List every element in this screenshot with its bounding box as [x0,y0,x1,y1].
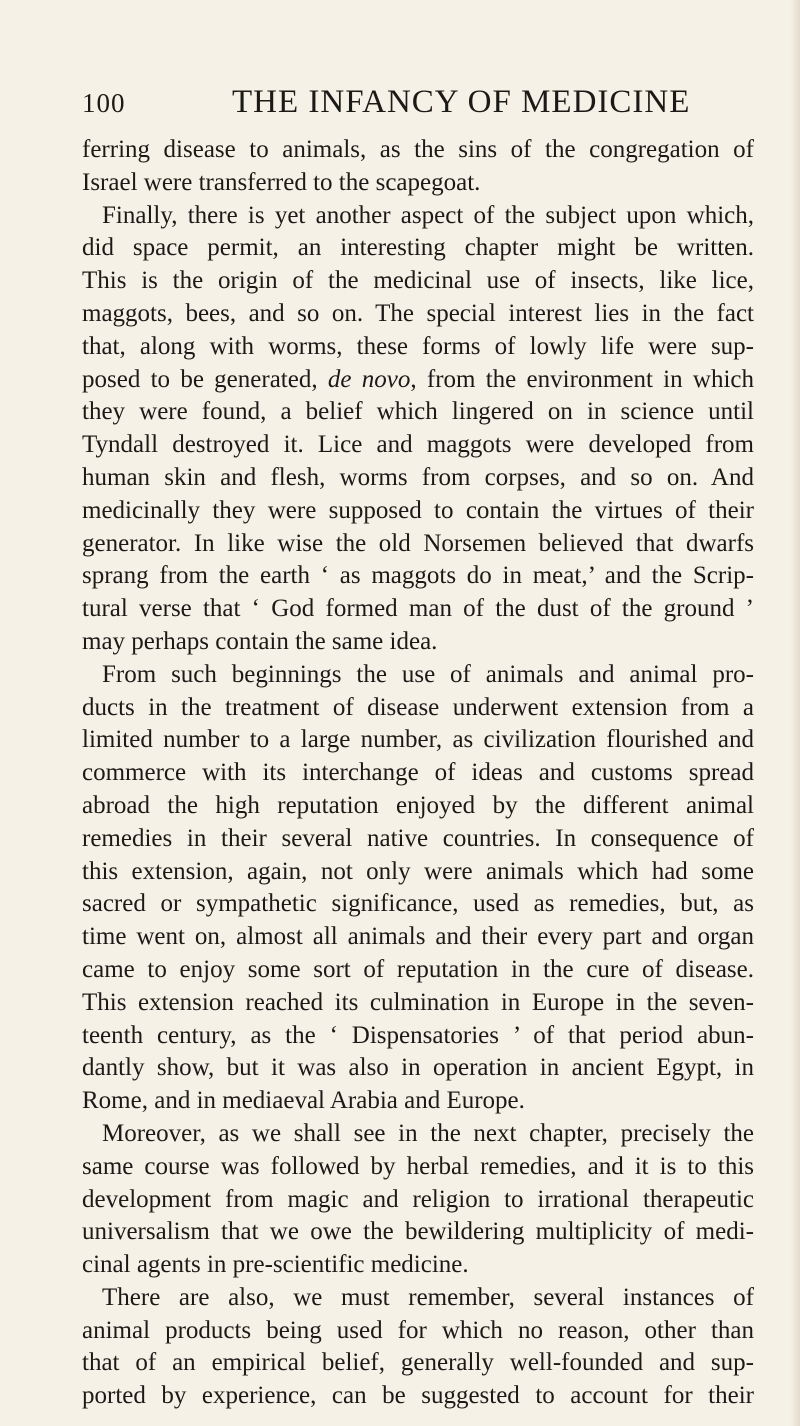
text-line: This extension reached its culmination in Europe in the seven- [82,988,754,1016]
text-line: human skin and flesh, worms from corpses, and so on. And [82,463,754,491]
text-line: that of an empirical belief, generally well-founded and sup- [82,1349,754,1377]
text-line: Tyndall destroyed it. Lice and maggots were developed from [82,431,754,459]
text-line: same course was followed by herbal remedies, and it is to this [82,1152,754,1180]
running-title: THE INFANCY OF MEDICINE [232,84,691,120]
text-line: they were found, a belief which lingered on in science until [82,398,754,426]
text-line: medicinally they were supposed to contain the virtues of their [82,496,754,524]
page-edge-shadow [790,0,800,1426]
text-line: universalism that we owe the bewildering multiplicity of medi- [82,1218,754,1246]
text-line: did space permit, an interesting chapter might be written. [82,234,754,262]
text-line: Israel were transferred to the scapegoat. [82,168,481,196]
text-line: sprang from the earth ‘ as maggots do in meat,’ and the Scrip- [82,562,754,590]
text-line: Finally, there is yet another aspect of the subject upon which, [102,201,754,229]
text-line: that, along with worms, these forms of lowly life were sup- [82,332,754,360]
text-line: development from magic and religion to irrational therapeutic [82,1185,754,1213]
text-line: sacred or sympathetic significance, used as remedies, but, as [82,890,754,918]
text-line: ferring disease to animals, as the sins of the congregation of [82,136,754,163]
text-line: limited number to a large number, as civilization flourished and [82,726,754,754]
text-line: this extension, again, not only were animals which had some [82,857,754,885]
page-number: 100 [82,88,126,118]
text-line: teenth century, as the ‘ Dispensatories ’ of that period abun- [82,1021,754,1049]
text-line: ducts in the treatment of disease underwent extension from a [82,693,754,721]
text-line: may perhaps contain the same idea. [82,627,438,655]
text-line: animal products being used for which no reason, other than [82,1316,754,1344]
page-header [82,84,742,124]
text-line: remedies in their several native countries. In consequence of [82,824,754,852]
text-line: cinal agents in pre-scientific medicine. [82,1251,469,1279]
text-line: came to enjoy some sort of reputation in the cure of disease. [82,955,754,983]
text-line: From such beginnings the use of animals and animal pro- [102,660,754,688]
body-text [82,134,754,1413]
text-line: tural verse that ‘ God formed man of the dust of the ground ’ [82,595,754,623]
text-line: This is the origin of the medicinal use of insects, like lice, [82,267,754,295]
italic-phrase: de novo [327,365,411,393]
text-line: commerce with its interchange of ideas and customs spread [82,759,754,787]
text-line: abroad the high reputation enjoyed by the different animal [82,791,754,819]
text-line: maggots, bees, and so on. The special interest lies in the fact [82,299,754,327]
text-line: time went on, almost all animals and their every part and organ [82,923,754,951]
text-line: generator. In like wise the old Norsemen believed that dwarfs [82,529,754,557]
text-line: ported by experience, can be suggested to account for their [82,1382,754,1410]
text-line: There are also, we must remember, several instances of [102,1283,754,1311]
text-line: Moreover, as we shall see in the next chapter, precisely the [102,1119,754,1147]
text-line: Rome, and in mediaeval Arabia and Europe. [82,1087,525,1115]
text-line: posed to be generated, de novo, from the environment in which [82,365,754,393]
text-line: dantly show, but it was also in operation in ancient Egypt, in [82,1054,754,1082]
